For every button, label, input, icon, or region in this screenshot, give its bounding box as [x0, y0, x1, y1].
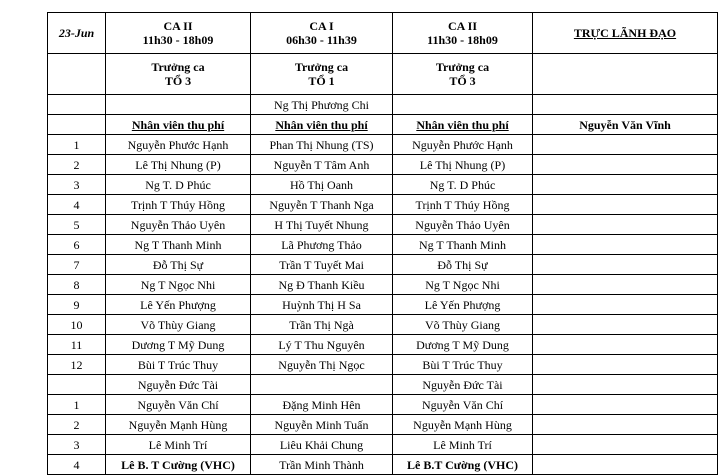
empty-cell: [533, 455, 718, 475]
tech-lead-row: [48, 375, 718, 395]
shift-2-header: [251, 13, 393, 54]
date-cell: 23-Jun: [48, 13, 106, 54]
staff-name-shift-1: Nguyễn Phước Hạnh: [106, 135, 251, 155]
staff-name-shift-2: H Thị Tuyết Nhung: [251, 215, 393, 235]
staff-name-shift-1: Trịnh T Thúy Hồng: [106, 195, 251, 215]
staff-name-shift-2: Hồ Thị Oanh: [251, 175, 393, 195]
empty-cell: [533, 155, 718, 175]
tech-lead-shift-3: Nguyễn Đức Tài: [393, 375, 533, 395]
row-number: 10: [48, 315, 106, 335]
empty-cell: [533, 215, 718, 235]
staff-header-3: Nhân viên thu phí: [393, 115, 533, 135]
empty-cell: [48, 375, 106, 395]
lead-3: [393, 54, 533, 95]
staff-name-shift-1: Nguyễn Thảo Uyên: [106, 215, 251, 235]
staff-row: [48, 335, 718, 355]
empty-cell: [533, 95, 718, 115]
staff-name-shift-3: Dương T Mỹ Dung: [393, 335, 533, 355]
supervisor-name: Ng Thị Phương Chi: [251, 95, 393, 115]
tech-name-shift-1: Lê B. T Cường (VHC): [106, 455, 251, 475]
empty-cell: [533, 135, 718, 155]
staff-name-shift-2: Trần T Tuyết Mai: [251, 255, 393, 275]
staff-header-2: Nhân viên thu phí: [251, 115, 393, 135]
tech-name-shift-3: Nguyễn Văn Chí: [393, 395, 533, 415]
staff-name-shift-2: Nguyễn Thị Ngọc: [251, 355, 393, 375]
staff-row: [48, 135, 718, 155]
shift-3-header: [393, 13, 533, 54]
empty-cell: [48, 95, 106, 115]
shift-1-time: 11h30 - 18h09: [142, 33, 214, 47]
row-number: 1: [48, 395, 106, 415]
staff-row: [48, 235, 718, 255]
tech-lead-shift-2: [251, 375, 393, 395]
staff-name-shift-2: Lý T Thu Nguyên: [251, 335, 393, 355]
lead-1-role: Trưởng ca: [151, 60, 205, 74]
staff-row: [48, 175, 718, 195]
empty-cell: [533, 235, 718, 255]
staff-row: [48, 215, 718, 235]
staff-name-shift-1: Lê Thị Nhung (P): [106, 155, 251, 175]
tech-name-shift-3: Nguyễn Mạnh Hùng: [393, 415, 533, 435]
row-number: 4: [48, 455, 106, 475]
staff-row: [48, 295, 718, 315]
empty-cell: [106, 95, 251, 115]
empty-cell: [393, 95, 533, 115]
staff-name-shift-3: Nguyễn Phước Hạnh: [393, 135, 533, 155]
staff-name-shift-2: Nguyễn T Tâm Anh: [251, 155, 393, 175]
row-number: 3: [48, 175, 106, 195]
staff-name-shift-3: Trịnh T Thúy Hồng: [393, 195, 533, 215]
tech-row: [48, 435, 718, 455]
shift-roster-table: [47, 12, 718, 475]
empty-cell: [533, 375, 718, 395]
staff-name-shift-3: Lê Thị Nhung (P): [393, 155, 533, 175]
empty-cell: [533, 335, 718, 355]
row-number: 7: [48, 255, 106, 275]
lead-2: [251, 54, 393, 95]
leader-title: TRỰC LÃNH ĐẠO: [533, 13, 718, 54]
empty-cell: [533, 435, 718, 455]
staff-name-shift-1: Võ Thùy Giang: [106, 315, 251, 335]
staff-name-shift-1: Đỗ Thị Sự: [106, 255, 251, 275]
tech-row: [48, 395, 718, 415]
lead-3-team: TỔ 3: [449, 74, 476, 88]
empty-cell: [48, 54, 106, 95]
empty-cell: [533, 255, 718, 275]
empty-cell: [533, 175, 718, 195]
staff-name-shift-3: Nguyễn Thảo Uyên: [393, 215, 533, 235]
empty-cell: [533, 415, 718, 435]
tech-name-shift-2: Đặng Minh Hên: [251, 395, 393, 415]
tech-name-shift-1: Lê Minh Trí: [106, 435, 251, 455]
row-number: 6: [48, 235, 106, 255]
header-row: [48, 13, 718, 54]
empty-cell: [533, 275, 718, 295]
staff-name-shift-3: Ng T Ngọc Nhi: [393, 275, 533, 295]
staff-row: [48, 195, 718, 215]
row-number: 2: [48, 155, 106, 175]
shift-3-name: CA II: [447, 19, 477, 33]
empty-cell: [533, 355, 718, 375]
row-number: 4: [48, 195, 106, 215]
empty-cell: [533, 54, 718, 95]
tech-name-shift-2: Trần Minh Thành: [251, 455, 393, 475]
empty-cell: [48, 115, 106, 135]
staff-name-shift-3: Võ Thùy Giang: [393, 315, 533, 335]
shift-1-header: [106, 13, 251, 54]
leader-name: Nguyễn Văn Vĩnh: [533, 115, 718, 135]
shift-2-name: CA I: [309, 19, 334, 33]
staff-name-shift-1: Bùi T Trúc Thuy: [106, 355, 251, 375]
staff-row: [48, 155, 718, 175]
staff-name-shift-1: Ng T Ngọc Nhi: [106, 275, 251, 295]
staff-row: [48, 355, 718, 375]
staff-row: [48, 255, 718, 275]
tech-row: [48, 415, 718, 435]
empty-cell: [533, 395, 718, 415]
lead-1-team: TỔ 3: [164, 74, 192, 88]
staff-name-shift-2: Trần Thị Ngà: [251, 315, 393, 335]
shift-3-time: 11h30 - 18h09: [427, 33, 498, 47]
row-number: 2: [48, 415, 106, 435]
empty-cell: [533, 295, 718, 315]
staff-name-shift-3: Ng T. D Phúc: [393, 175, 533, 195]
row-number: 9: [48, 295, 106, 315]
lead-1: [106, 54, 251, 95]
staff-name-shift-1: Ng T Thanh Minh: [106, 235, 251, 255]
empty-cell: [533, 315, 718, 335]
tech-name-shift-2: Nguyễn Minh Tuấn: [251, 415, 393, 435]
tech-lead-shift-1: Nguyễn Đức Tài: [106, 375, 251, 395]
row-number: 12: [48, 355, 106, 375]
tech-name-shift-1: Nguyễn Văn Chí: [106, 395, 251, 415]
staff-name-shift-3: Bùi T Trúc Thuy: [393, 355, 533, 375]
tech-name-shift-3: Lê B.T Cường (VHC): [393, 455, 533, 475]
tech-row: [48, 455, 718, 475]
staff-name-shift-2: Ng Đ Thanh Kiều: [251, 275, 393, 295]
staff-name-shift-2: Nguyễn T Thanh Nga: [251, 195, 393, 215]
staff-name-shift-3: Đỗ Thị Sự: [393, 255, 533, 275]
staff-name-shift-2: Phan Thị Nhung (TS): [251, 135, 393, 155]
staff-name-shift-1: Ng T. D Phúc: [106, 175, 251, 195]
lead-3-role: Trưởng ca: [435, 60, 490, 74]
shift-1-name: CA II: [163, 19, 193, 33]
tech-name-shift-3: Lê Minh Trí: [393, 435, 533, 455]
staff-name-shift-1: Dương T Mỹ Dung: [106, 335, 251, 355]
lead-2-team: TỔ 1: [308, 74, 335, 88]
staff-row: [48, 275, 718, 295]
supervisor-row: [48, 95, 718, 115]
staff-name-shift-3: Ng T Thanh Minh: [393, 235, 533, 255]
shift-lead-row: [48, 54, 718, 95]
staff-name-shift-3: Lê Yến Phượng: [393, 295, 533, 315]
row-number: 8: [48, 275, 106, 295]
row-number: 11: [48, 335, 106, 355]
row-number: 5: [48, 215, 106, 235]
staff-name-shift-2: Lã Phương Thảo: [251, 235, 393, 255]
empty-cell: [533, 195, 718, 215]
shift-2-time: 06h30 - 11h39: [286, 33, 357, 47]
staff-name-shift-1: Lê Yến Phượng: [106, 295, 251, 315]
staff-header-1: Nhân viên thu phí: [106, 115, 251, 135]
staff-name-shift-2: Huỳnh Thị H Sa: [251, 295, 393, 315]
lead-2-role: Trưởng ca: [294, 60, 349, 74]
tech-name-shift-1: Nguyễn Mạnh Hùng: [106, 415, 251, 435]
row-number: 3: [48, 435, 106, 455]
tech-name-shift-2: Liêu Khải Chung: [251, 435, 393, 455]
staff-row: [48, 315, 718, 335]
staff-header-row: [48, 115, 718, 135]
row-number: 1: [48, 135, 106, 155]
